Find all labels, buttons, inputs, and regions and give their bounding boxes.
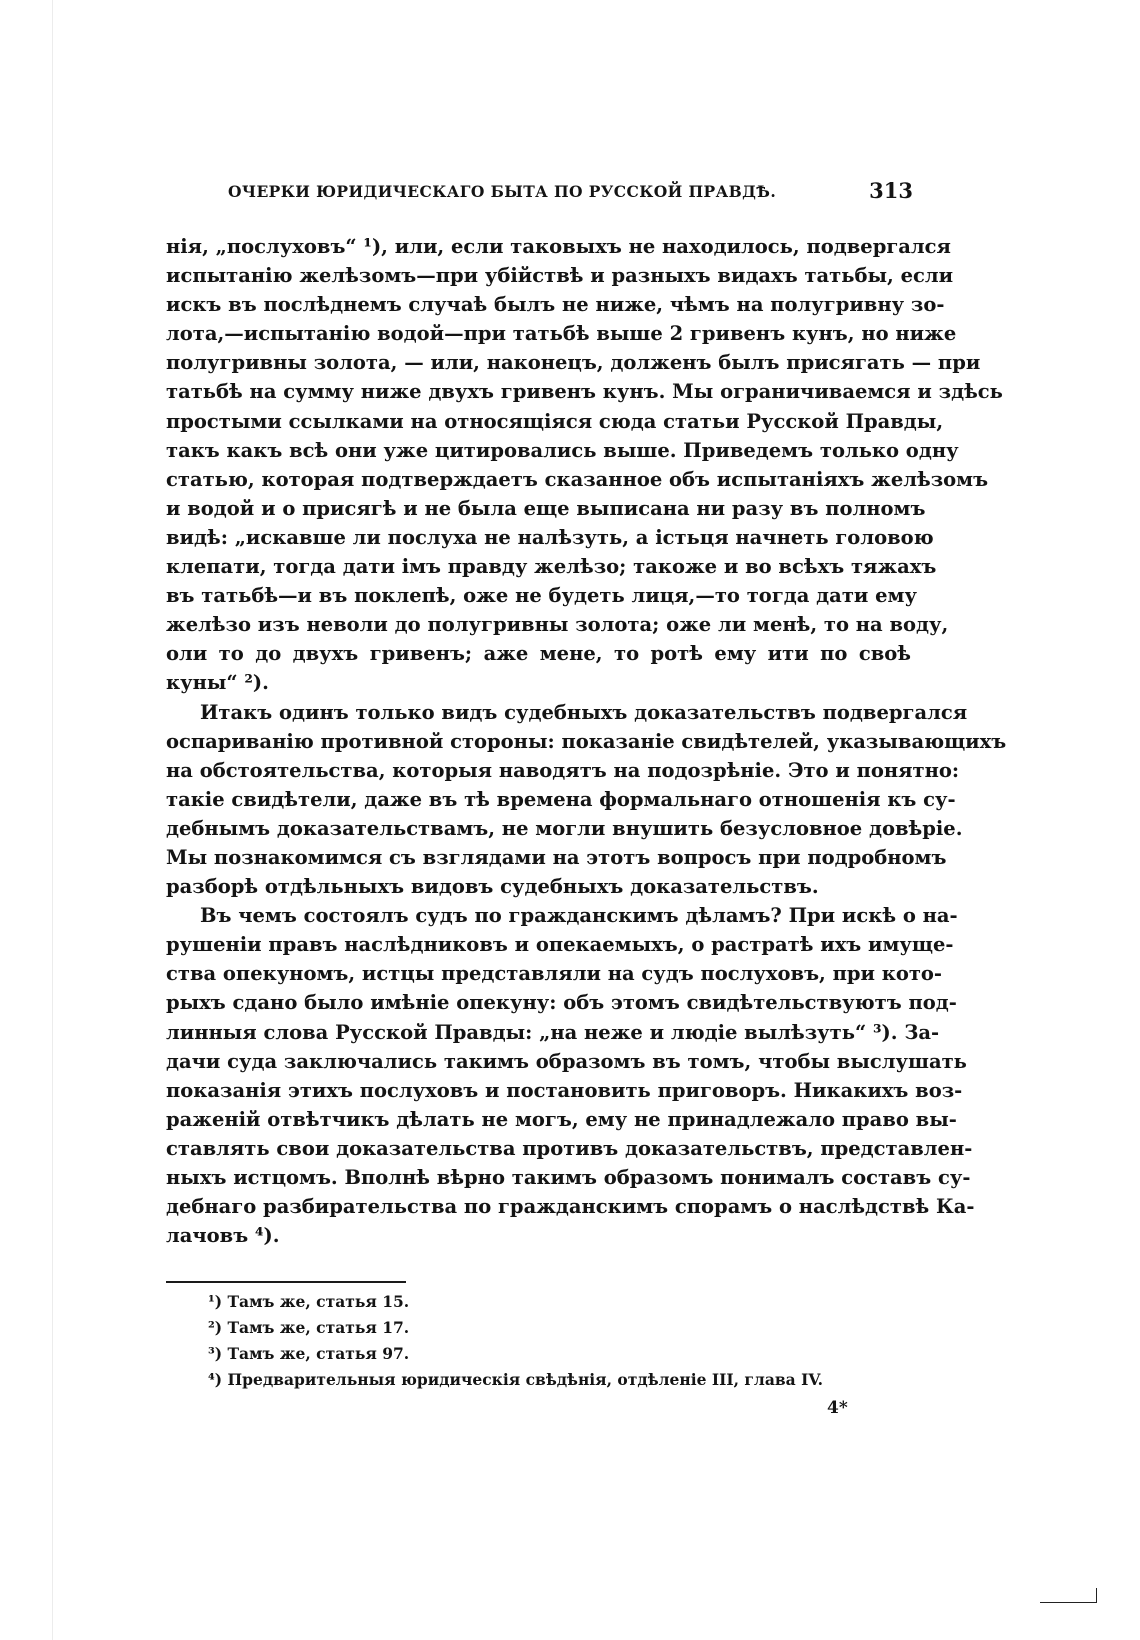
footnote-rule — [166, 1281, 406, 1283]
corner-mark — [1040, 1588, 1097, 1603]
text-line: татьбѣ на сумму ниже двухъ гривенъ кунъ. Мы ограничиваемся и здѣсь — [166, 380, 1003, 404]
text-line: такіе свидѣтели, даже въ тѣ времена формальнаго отношенія къ су- — [166, 787, 956, 811]
text-line: дебнаго разбирательства по гражданскимъ спорамъ о наслѣдствѣ Ка- — [166, 1195, 975, 1219]
text-line: ства опекуномъ, истцы представляли на судъ послуховъ, при кото- — [166, 962, 943, 986]
text-line: такъ какъ всѣ они уже цитировались выше. Приведемъ только одну — [166, 438, 959, 462]
text-line: видѣ: „искавше ли послуха не налѣзуть, а істьця начнеть головою — [166, 525, 934, 549]
body-text — [166, 232, 1007, 1250]
running-title: ОЧЕРКИ ЮРИДИЧЕСКАГО БЫТА ПО РУССКОЙ ПРАВДѢ. — [228, 182, 777, 201]
footnote: ²) Тамъ же, статья 17. — [208, 1318, 410, 1337]
text-line: ныхъ истцомъ. Вполнѣ вѣрно такимъ образомъ понималъ составъ су- — [166, 1166, 971, 1189]
text-line: линныя слова Русской Правды: „на неже и людіе вылѣзуть“ ³). За- — [166, 1020, 940, 1044]
text-line: лачовъ ⁴). — [166, 1224, 280, 1248]
text-line: оли то до двухъ гривенъ; аже мене, то ротѣ ему ити по своѣ — [166, 642, 911, 666]
text-line: полугривны золота, — или, наконецъ, долженъ былъ присягать — при — [166, 351, 981, 375]
page-number: 313 — [869, 178, 913, 203]
text-line: рыхъ сдано было имѣніе опекуну: объ этомъ свидѣтельствуютъ под- — [166, 991, 957, 1015]
signature-mark: 4* — [827, 1398, 848, 1418]
footnote: ¹) Тамъ же, статья 15. — [208, 1292, 410, 1311]
text-line: клепати, тогда дати імъ правду желѣзо; такоже и во всѣхъ тяжахъ — [166, 555, 937, 579]
text-line: оспариванію противной стороны: показаніе свидѣтелей, указывающихъ — [166, 729, 1007, 753]
text-line: въ татьбѣ—и въ поклепѣ, оже не будеть лиця,—то тогда дати ему — [166, 584, 917, 608]
text-line: желѣзо изъ неволи до полугривны золота; оже ли менѣ, то на воду, — [166, 613, 949, 637]
text-line: Итакъ одинъ только видъ судебныхъ доказательствъ подвергался — [200, 700, 968, 724]
text-line: испытанію желѣзомъ—при убійствѣ и разныхъ видахъ татьбы, если — [166, 264, 954, 288]
text-line: Мы познакомимся съ взглядами на этотъ вопросъ при подробномъ — [166, 845, 947, 869]
text-line: ставлять свои доказательства противъ доказательствъ, представлен- — [166, 1136, 973, 1160]
text-line: Въ чемъ состоялъ судъ по гражданскимъ дѣламъ? При искѣ о на- — [200, 904, 958, 928]
text-line: статью, которая подтверждаетъ сказанное объ испытаніяхъ желѣзомъ — [166, 467, 989, 491]
page-edge — [52, 0, 53, 1640]
text-line: нія, „послуховъ“ ¹), или, если таковыхъ не находилось, подвергался — [166, 235, 951, 258]
text-line: искъ въ послѣднемъ случаѣ былъ не ниже, чѣмъ на полугривну зо- — [166, 293, 945, 317]
text-line: рушеніи правъ наслѣдниковъ и опекаемыхъ, о растратѣ ихъ имуще- — [166, 933, 954, 957]
text-line: дачи суда заключались такимъ образомъ въ томъ, чтобы выслушать — [166, 1049, 967, 1073]
text-line: разборѣ отдѣльныхъ видовъ судебныхъ доказательствъ. — [166, 875, 819, 899]
text-line: простыми ссылками на относящіяся сюда статьи Русской Правды, — [166, 409, 944, 433]
footnotes — [208, 1289, 888, 1393]
text-line: и водой и о присягѣ и не была еще выписана ни разу въ полномъ — [166, 496, 926, 520]
running-head — [228, 178, 913, 208]
text-line: показанія этихъ послуховъ и постановить приговоръ. Никакихъ воз- — [166, 1078, 963, 1102]
text-line: лота,—испытанію водой—при татьбѣ выше 2 гривенъ кунъ, но ниже — [166, 322, 957, 346]
footnote: ³) Тамъ же, статья 97. — [208, 1344, 410, 1363]
text-line: на обстоятельства, которыя наводятъ на подозрѣніе. Это и понятно: — [166, 758, 960, 782]
text-line: дебнымъ доказательствамъ, не могли внушить безусловное довѣріе. — [166, 816, 963, 840]
footnote: ⁴) Предварительныя юридическія свѣдѣнія, отдѣленіе III, глава IV. — [208, 1370, 824, 1389]
text-line: куны“ ²). — [166, 671, 269, 695]
text-line: раженій отвѣтчикъ дѣлать не могъ, ему не принадлежало право вы- — [166, 1107, 957, 1131]
